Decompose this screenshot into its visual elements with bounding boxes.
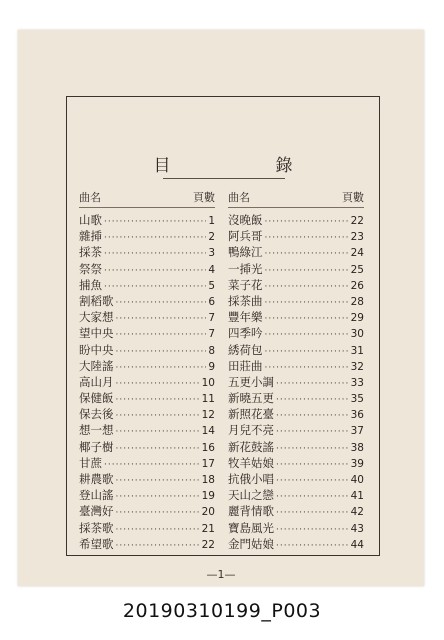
song-name: 採茶曲 [228, 293, 263, 308]
leader-dots [276, 408, 349, 424]
toc-entry [79, 342, 215, 358]
leader-dots [276, 538, 349, 554]
toc-entry [228, 406, 364, 422]
song-name: 高山月 [79, 374, 114, 389]
toc-entry [79, 325, 215, 341]
page-ref: 28 [350, 295, 364, 308]
toc-entry [79, 390, 215, 406]
toc-entry [79, 455, 215, 471]
leader-dots [276, 392, 349, 408]
song-name: 綉荷包 [228, 342, 263, 357]
leader-dots [116, 311, 207, 327]
page-ref: 22 [201, 538, 215, 551]
song-name: 阿兵哥 [228, 229, 263, 244]
leader-dots [116, 295, 207, 311]
song-name: 割稻歌 [79, 293, 114, 308]
song-name: 保去後 [79, 407, 114, 422]
leader-dots [116, 473, 200, 489]
column-header [79, 189, 215, 208]
leader-dots [116, 505, 200, 521]
page-ref: 36 [350, 409, 364, 422]
song-name: 牧羊姑娘 [228, 455, 274, 470]
leader-dots [265, 311, 349, 327]
header-song-name: 曲名 [228, 191, 250, 204]
leader-dots [116, 522, 200, 538]
leader-dots [265, 360, 349, 376]
leader-dots [265, 279, 349, 295]
song-name: 山歌 [79, 213, 102, 227]
toc-entry [228, 358, 364, 374]
song-name: 登山謠 [79, 488, 114, 503]
toc-entry [79, 277, 215, 293]
leader-dots [116, 424, 200, 440]
song-name: 鴨綠江 [228, 245, 263, 260]
page-ref: 44 [350, 538, 364, 551]
toc-entry [228, 390, 364, 406]
song-name: 希望歌 [79, 536, 114, 551]
toc-entry [79, 439, 215, 455]
toc-entry [79, 261, 215, 277]
leader-dots [104, 246, 206, 262]
song-name: 大陸謠 [79, 358, 114, 373]
page-ref: 12 [201, 409, 215, 422]
toc-entry [79, 212, 215, 228]
song-name: 大家想 [79, 310, 114, 325]
title-underline [163, 178, 285, 179]
page-ref: 26 [350, 279, 364, 292]
leader-dots [276, 473, 349, 489]
toc-entry [79, 471, 215, 487]
song-name: 五更小調 [228, 374, 274, 389]
page-ref: 41 [350, 490, 364, 503]
toc-entry [228, 293, 364, 309]
toc-entry [228, 374, 364, 390]
contents-frame [66, 96, 380, 556]
toc-entry [79, 374, 215, 390]
entry-list-right [228, 212, 364, 552]
toc-entry [228, 487, 364, 503]
song-name: 寶島風光 [228, 520, 274, 535]
page-ref: 30 [350, 328, 364, 341]
header-song-name: 曲名 [79, 191, 101, 204]
song-name: 新照花臺 [228, 407, 274, 422]
page-ref: 16 [201, 441, 215, 454]
song-name: 祭祭 [79, 261, 102, 276]
page-ref: 22 [350, 215, 364, 227]
header-page-count: 頁數 [193, 191, 215, 204]
toc-entry [228, 309, 364, 325]
leader-dots [116, 344, 207, 360]
page-ref: 33 [350, 376, 364, 389]
image-caption: 20190310199_P003 [122, 600, 322, 622]
song-name: 一揷光 [228, 261, 263, 276]
toc-entry [228, 471, 364, 487]
page-ref: 10 [201, 376, 215, 389]
song-name: 豐年樂 [228, 310, 263, 325]
toc-entry [228, 422, 364, 438]
page-ref: 14 [201, 425, 215, 438]
leader-dots [116, 408, 200, 424]
page-ref: 32 [350, 360, 364, 373]
toc-entry [79, 244, 215, 260]
song-name: 採茶歌 [79, 520, 114, 535]
contents-column-right [228, 189, 364, 552]
page-number: —1— [206, 568, 236, 581]
page-ref: 1 [208, 215, 215, 227]
leader-dots [104, 214, 206, 230]
page-ref: 4 [208, 263, 215, 276]
leader-dots [276, 489, 349, 505]
page-ref: 7 [208, 328, 215, 341]
page-ref: 17 [201, 457, 215, 470]
page-ref: 18 [201, 474, 215, 486]
leader-dots [104, 279, 206, 295]
page-ref: 23 [350, 231, 364, 244]
song-name: 新曉五更 [228, 391, 274, 406]
song-name: 田莊曲 [228, 358, 263, 373]
toc-entry [228, 455, 364, 471]
leader-dots [116, 360, 207, 376]
leader-dots [116, 327, 207, 343]
page-ref: 11 [201, 393, 215, 406]
song-name: 菜子花 [228, 277, 263, 292]
leader-dots [276, 424, 349, 440]
leader-dots [116, 489, 200, 505]
page-ref: 39 [350, 457, 364, 470]
leader-dots [265, 246, 349, 262]
toc-entry [228, 277, 364, 293]
toc-entry [228, 520, 364, 536]
leader-dots [265, 263, 349, 279]
leader-dots [276, 441, 349, 457]
song-name: 臺灣好 [79, 504, 114, 519]
toc-entry [228, 212, 364, 228]
toc-entry [228, 342, 364, 358]
song-name: 耕農歌 [79, 472, 114, 486]
toc-entry [79, 406, 215, 422]
leader-dots [265, 214, 349, 230]
document-page [18, 30, 424, 586]
page-ref: 35 [350, 393, 364, 406]
page-ref: 5 [208, 279, 215, 292]
song-name: 採茶 [79, 245, 102, 260]
leader-dots [276, 376, 349, 392]
page-ref: 9 [208, 360, 215, 373]
leader-dots [116, 376, 200, 392]
leader-dots [265, 344, 349, 360]
page-ref: 2 [208, 231, 215, 244]
toc-entry [228, 503, 364, 519]
page-ref: 40 [350, 474, 364, 486]
leader-dots [276, 457, 349, 473]
leader-dots [104, 263, 206, 279]
leader-dots [265, 295, 349, 311]
leader-dots [116, 392, 200, 408]
header-page-count: 頁數 [342, 191, 364, 204]
song-name: 天山之戀 [228, 488, 274, 503]
toc-entry [79, 487, 215, 503]
song-name: 捕魚 [79, 277, 102, 292]
toc-entry [228, 439, 364, 455]
page-ref: 25 [350, 263, 364, 276]
toc-entry [79, 228, 215, 244]
contents-column-left [79, 189, 215, 552]
song-name: 想一想 [79, 423, 114, 438]
toc-entry [79, 358, 215, 374]
entry-list-left [79, 212, 215, 552]
song-name: 抗俄小唱 [228, 472, 274, 486]
leader-dots [104, 230, 206, 246]
toc-entry [79, 309, 215, 325]
page-ref: 21 [201, 522, 215, 535]
song-name: 四季吟 [228, 326, 263, 341]
page-ref: 38 [350, 441, 364, 454]
toc-entry [228, 228, 364, 244]
song-name: 椰子樹 [79, 439, 114, 454]
song-name: 甘蔗 [79, 455, 102, 470]
song-name: 保健飯 [79, 391, 114, 406]
song-name: 望中央 [79, 326, 114, 341]
page-ref: 19 [201, 490, 215, 503]
leader-dots [116, 538, 200, 554]
leader-dots [265, 230, 349, 246]
toc-entry [228, 244, 364, 260]
song-name: 新花鼓謠 [228, 439, 274, 454]
page-ref: 29 [350, 312, 364, 325]
page-ref: 42 [350, 506, 364, 519]
toc-entry [228, 536, 364, 552]
page-title: 目 錄 [153, 156, 337, 176]
page-ref: 43 [350, 522, 364, 535]
song-name: 金門姑娘 [228, 536, 274, 551]
toc-entry [228, 261, 364, 277]
toc-entry [79, 503, 215, 519]
toc-entry [228, 325, 364, 341]
song-name: 月兒不亮 [228, 423, 274, 438]
page-ref: 24 [350, 247, 364, 260]
leader-dots [116, 441, 200, 457]
song-name: 麗背情歌 [228, 504, 274, 519]
page-ref: 8 [208, 344, 215, 357]
song-name: 沒晚飯 [228, 213, 263, 227]
toc-entry [79, 536, 215, 552]
page-ref: 20 [201, 506, 215, 519]
song-name: 雜揷 [79, 229, 102, 244]
page-ref: 6 [208, 295, 215, 308]
page-ref: 7 [208, 312, 215, 325]
toc-entry [79, 422, 215, 438]
page-ref: 3 [208, 247, 215, 260]
song-name: 盼中央 [79, 342, 114, 357]
leader-dots [104, 457, 200, 473]
page-ref: 37 [350, 425, 364, 438]
toc-entry [79, 293, 215, 309]
leader-dots [265, 327, 349, 343]
leader-dots [276, 505, 349, 521]
page-ref: 31 [350, 344, 364, 357]
leader-dots [276, 522, 349, 538]
toc-entry [79, 520, 215, 536]
column-header [228, 189, 364, 208]
